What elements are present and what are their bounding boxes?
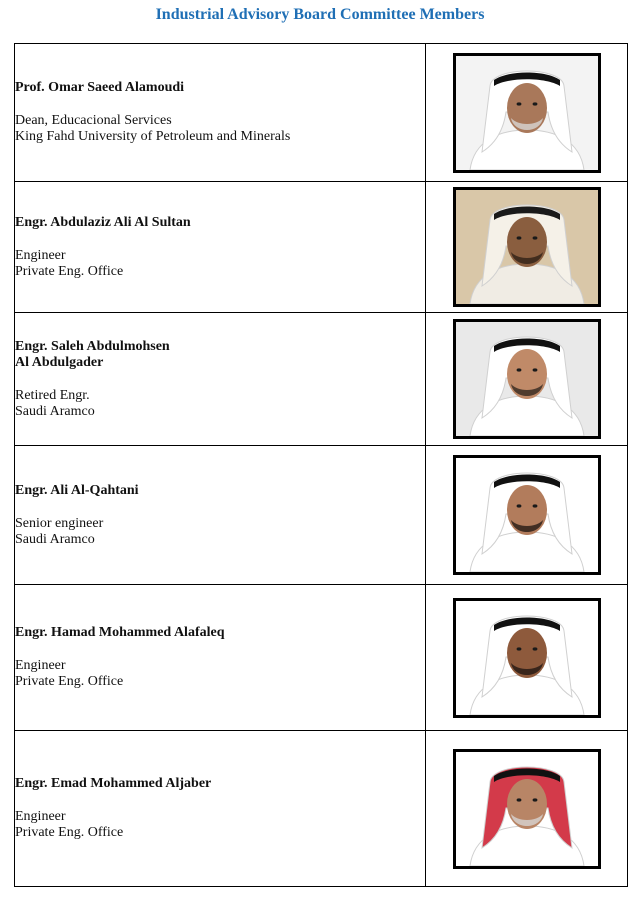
member-photo <box>453 319 601 439</box>
member-photo-cell <box>426 585 628 731</box>
member-info <box>15 44 426 182</box>
member-organization: Private Eng. Office <box>15 263 124 279</box>
member-photo <box>453 53 601 173</box>
portrait-image <box>456 601 598 715</box>
member-organization: King Fahd University of Petroleum and Minerals <box>15 129 291 144</box>
member-organization: Private Eng. Office <box>15 825 124 840</box>
member-name: Engr. Emad Mohammed Aljaber <box>15 776 212 791</box>
members-table <box>14 43 628 887</box>
member-organization: Saudi Aramco <box>15 531 95 547</box>
portrait-image <box>456 56 598 170</box>
member-info <box>15 182 426 313</box>
member-row <box>15 182 628 313</box>
member-title: Engineer <box>15 247 66 263</box>
portrait-image <box>456 458 598 572</box>
member-name: Prof. Omar Saeed Alamoudi <box>15 80 185 95</box>
member-photo-cell <box>426 731 628 887</box>
member-title: Senior engineer <box>15 515 104 531</box>
member-organization: Private Eng. Office <box>15 674 124 689</box>
portrait-image <box>456 190 598 304</box>
member-photo-cell <box>426 446 628 585</box>
member-organization: Saudi Aramco <box>15 403 95 419</box>
page-title: Industrial Advisory Board Committee Members <box>155 6 485 23</box>
member-title: Retired Engr. <box>15 387 90 403</box>
portrait-image <box>456 752 598 866</box>
member-info <box>15 446 426 585</box>
portrait-image <box>456 322 598 436</box>
member-photo-cell <box>426 313 628 446</box>
member-photo <box>453 749 601 869</box>
member-photo <box>453 187 601 307</box>
member-photo-cell <box>426 182 628 313</box>
member-title: Dean, Educacional Services <box>15 113 172 128</box>
member-photo <box>453 455 601 575</box>
member-photo <box>453 598 601 718</box>
member-info <box>15 585 426 731</box>
member-name: Engr. Hamad Mohammed Alafaleq <box>15 625 225 640</box>
member-row <box>15 585 628 731</box>
member-name: Engr. Saleh Abdulmohsen Al Abdulgader <box>15 338 170 370</box>
member-title: Engineer <box>15 658 66 673</box>
member-name: Engr. Abdulaziz Ali Al Sultan <box>15 214 191 230</box>
member-name: Engr. Ali Al-Qahtani <box>15 482 139 498</box>
member-title: Engineer <box>15 809 66 824</box>
member-row <box>15 731 628 887</box>
member-photo-cell <box>426 44 628 182</box>
member-info <box>15 313 426 446</box>
member-info <box>15 731 426 887</box>
member-row <box>15 44 628 182</box>
member-row <box>15 446 628 585</box>
member-row <box>15 313 628 446</box>
